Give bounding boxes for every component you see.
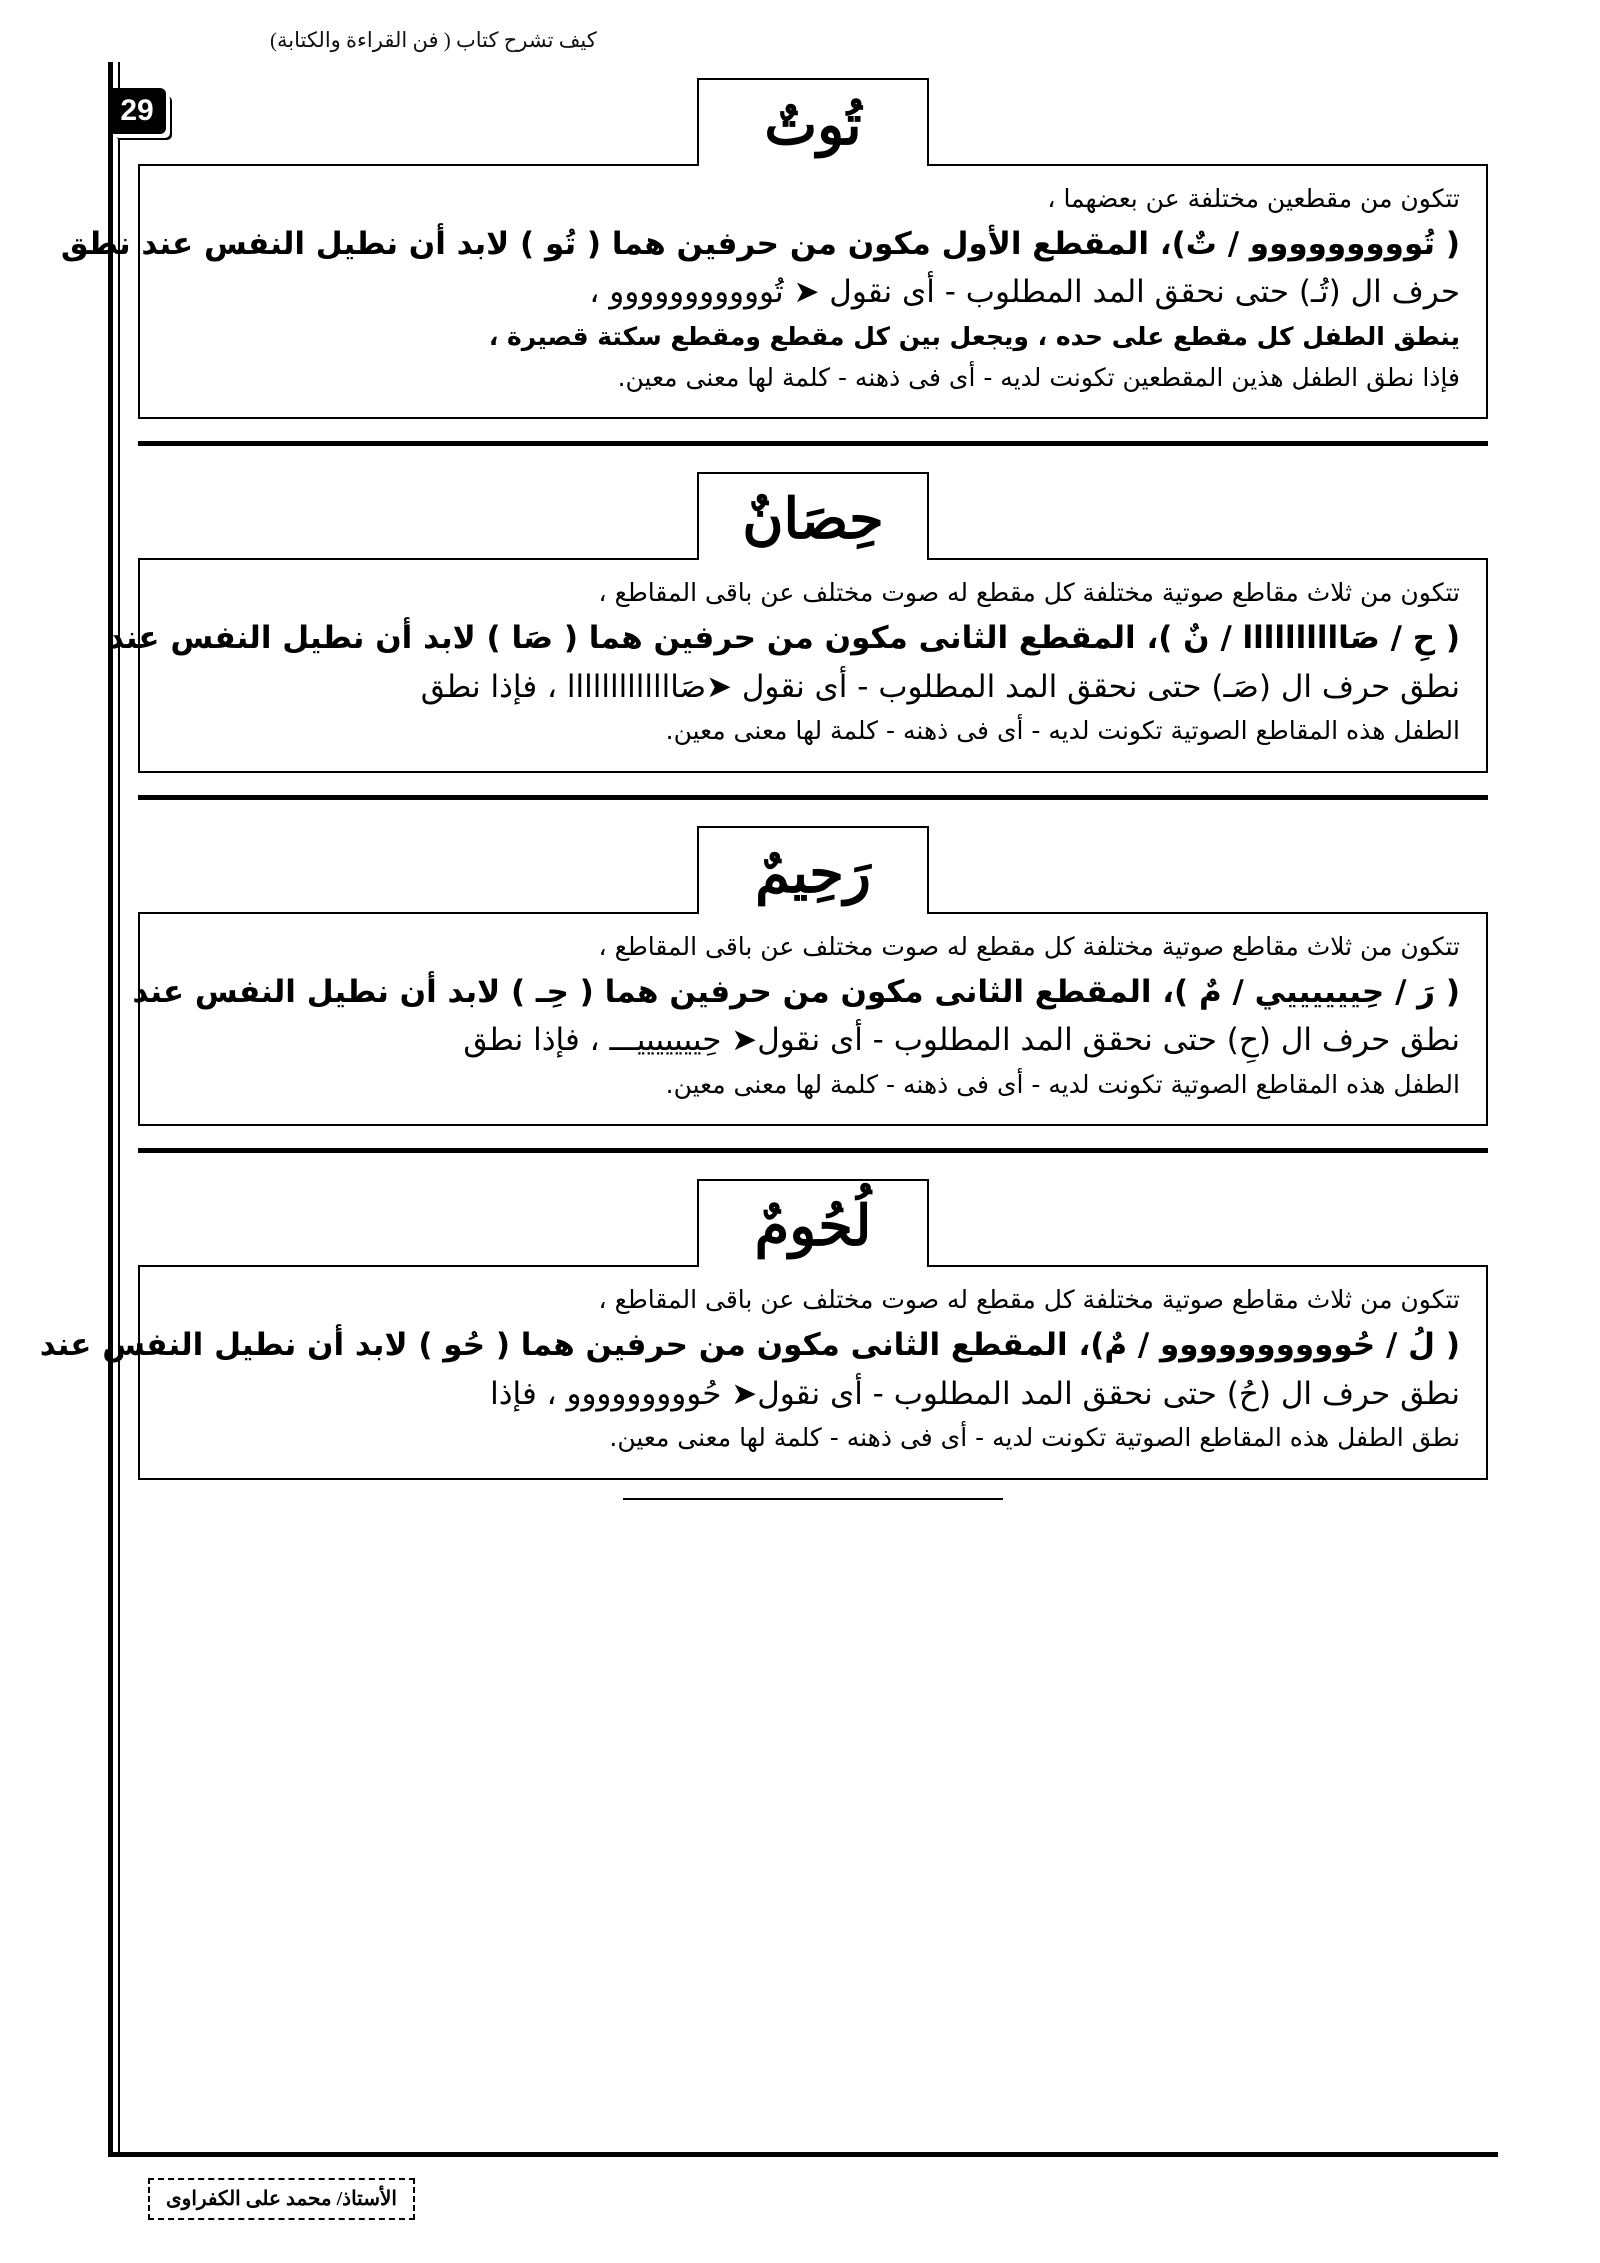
body-line: تتكون من ثلاث مقاطع صوتية مختلفة كل مقطع له صوت مختلف عن باقى المقاطع ، (598, 578, 1460, 608)
body-line: الطفل هذه المقاطع الصوتية تكونت لديه - أى فى ذهنه - كلمة لها معنى معين. (665, 716, 1460, 745)
word-title: لُحُومٌ (754, 1193, 872, 1260)
section-divider (138, 1148, 1488, 1153)
word-body-box (39, 1265, 1488, 1480)
body-line: ( رَ / حِييييييي / مٌ )، المقطع الثانى مكون من حرفين هما ( حِـ ) لابد أن نطيل النفس عند (132, 973, 1460, 1010)
word-body-box (132, 912, 1488, 1127)
body-line: حرف ال (تُـ) حتى نحقق المد المطلوب - أى نقول ➤ تُووووووووووو ، (589, 274, 1460, 311)
body-line: تتكون من ثلاث مقاطع صوتية مختلفة كل مقطع له صوت مختلف عن باقى المقاطع ، (598, 1285, 1460, 1315)
word-title: رَحِيمٌ (755, 839, 871, 906)
word-title-box (697, 78, 929, 166)
page-number-badge: 29 (108, 88, 166, 134)
section-divider (138, 441, 1488, 446)
body-line: ( حِ / صَاااااااااا / نٌ )، المقطع الثانى مكون من حرفين هما ( صَا ) لابد أن نطيل النفس عند (107, 620, 1460, 656)
body-line: فإذا نطق الطفل هذين المقطعين تكونت لديه - أى فى ذهنه - كلمة لها معنى معين. (617, 362, 1460, 392)
header-title: كيف تشرح كتاب ( فن القراءة والكتابة) (270, 28, 597, 52)
body-line: ينطق الطفل كل مقطع على حده ، ويجعل بين كل مقطع ومقطع سكتة قصيرة ، (488, 321, 1460, 351)
word-title: تُوتٌ (764, 92, 862, 158)
body-line: تتكون من مقطعين مختلفة عن بعضهما ، (1047, 184, 1460, 213)
word-body-box (60, 164, 1488, 419)
footer-short-rule (623, 1498, 1003, 1500)
word-body-box (107, 558, 1488, 773)
body-line: نطق الطفل هذه المقاطع الصوتية تكونت لديه - أى فى ذهنه - كلمة لها معنى معين. (609, 1423, 1460, 1452)
word-section (39, 1179, 1488, 1500)
body-line: نطق حرف ال (حُ) حتى نحقق المد المطلوب - أى نقول➤ حُووووووووو ، فإذا (490, 1375, 1460, 1412)
word-title-box (697, 1179, 929, 1267)
section-divider (138, 795, 1488, 800)
body-line: ( تُووووووووو / تٌ)، المقطع الأول مكون من حرفين هما ( تُو ) لابد أن نطيل النفس عند نطق (60, 225, 1460, 262)
body-line: ( لُ / حُوووووووووو / مٌ)، المقطع الثانى مكون من حرفين هما ( حُو ) لابد أن نطيل النفس عند (39, 1327, 1460, 1363)
word-section (132, 826, 1488, 1127)
footer-author-box: الأستاذ/ محمد على الكفراوى (148, 2178, 415, 2220)
page-header (160, 28, 1440, 53)
body-line: الطفل هذه المقاطع الصوتية تكونت لديه - أى فى ذهنه - كلمة لها معنى معين. (665, 1069, 1460, 1099)
word-title-box (697, 826, 929, 914)
word-title: حِصَانٌ (742, 486, 884, 553)
word-title-box (697, 472, 929, 560)
word-section (107, 472, 1488, 773)
body-line: تتكون من ثلاث مقاطع صوتية مختلفة كل مقطع له صوت مختلف عن باقى المقاطع ، (598, 931, 1460, 961)
footer-divider (108, 2152, 1498, 2157)
body-line: نطق حرف ال (حِ) حتى نحقق المد المطلوب - أى نقول➤ حِيييييييـــ ، فإذا نطق (463, 1022, 1460, 1058)
body-line: نطق حرف ال (صَـ) حتى نحقق المد المطلوب - أى نقول ➤صَااااااااااااا ، فإذا نطق (420, 668, 1460, 705)
